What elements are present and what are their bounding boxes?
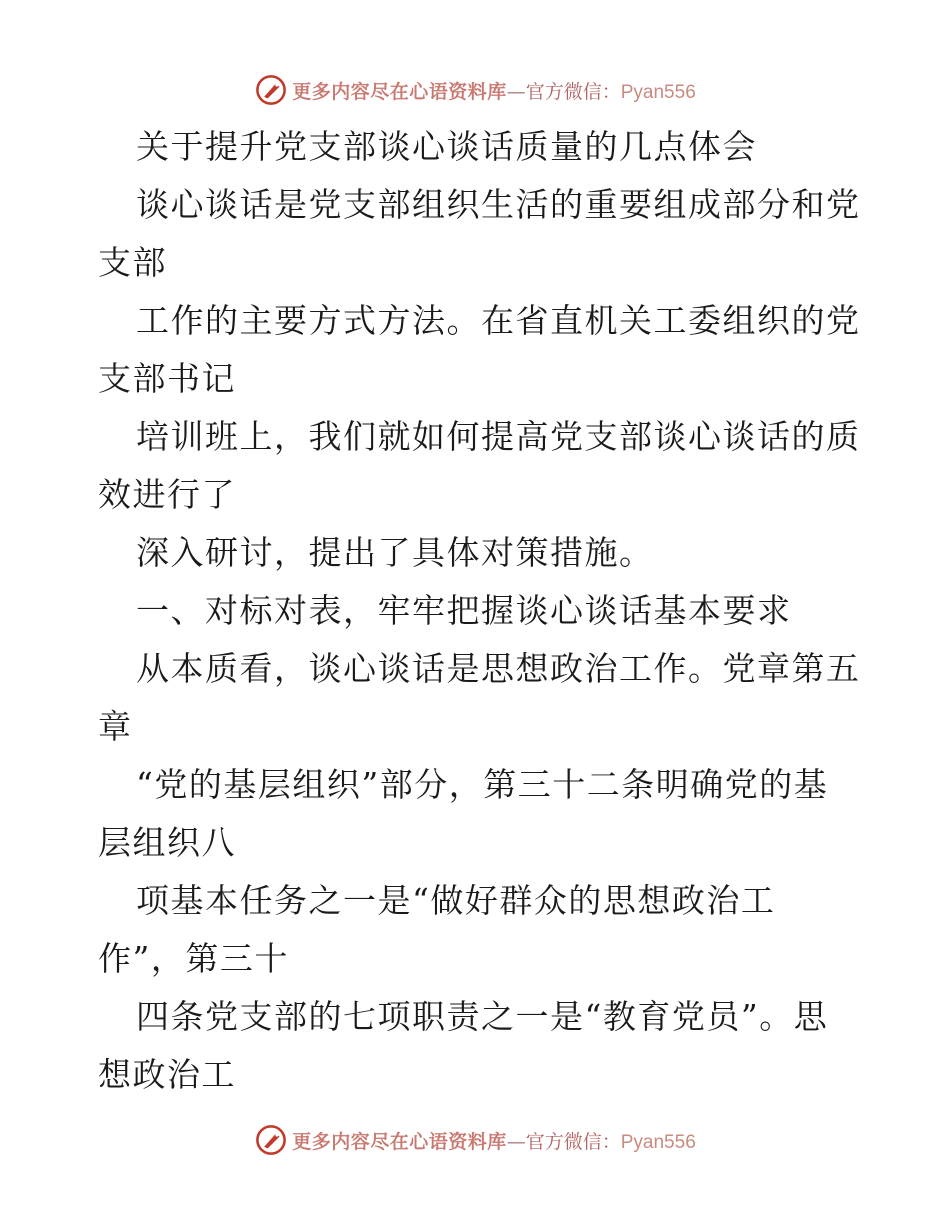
paragraph-line: 想政治工 xyxy=(98,1055,236,1094)
pen-nib-logo-icon xyxy=(254,73,288,107)
paragraph-line: 项基本任务之一是“做好群众的思想政治工 xyxy=(136,881,776,920)
paragraph-line: “党的基层组织”部分，第三十二条明确党的基 xyxy=(136,765,829,804)
document-title: 关于提升党支部谈心谈话质量的几点体会 xyxy=(136,127,757,166)
paragraph-line: 四条党支部的七项职责之一是“教育党员”。思 xyxy=(136,997,829,1036)
section-heading: 一、对标对表，牢牢把握谈心谈话基本要求 xyxy=(136,591,792,630)
paragraph-line: 作”，第三十 xyxy=(98,939,289,978)
paragraph-line: 从本质看，谈心谈话是思想政治工作。党章第五 xyxy=(136,649,861,688)
paragraph-line: 层组织八 xyxy=(98,823,236,862)
footer-watermark xyxy=(0,1120,950,1160)
footer-watermark-text xyxy=(292,1127,696,1154)
paragraph-line: 培训班上，我们就如何提高党支部谈心谈话的质 xyxy=(136,417,861,456)
paragraph-line: 章 xyxy=(98,707,133,746)
paragraph-line: 深入研讨，提出了具体对策措施。 xyxy=(136,533,654,572)
header-dash: — xyxy=(506,80,526,103)
footer-wechat-id: Pyan556 xyxy=(620,1131,696,1153)
footer-dash: — xyxy=(506,1130,526,1153)
header-wechat-id: Pyan556 xyxy=(620,81,696,103)
header-brand: 更多内容尽在心语资料库 xyxy=(292,80,507,103)
footer-brand: 更多内容尽在心语资料库 xyxy=(292,1130,507,1153)
paragraph-line: 效进行了 xyxy=(98,475,236,514)
paragraph-line: 支部书记 xyxy=(98,359,236,398)
header-official-label: 官方微信： xyxy=(525,80,621,103)
pen-nib-logo-icon xyxy=(254,1123,288,1157)
header-watermark-text xyxy=(292,77,696,104)
paragraph-line: 支部 xyxy=(98,243,167,282)
footer-official-label: 官方微信： xyxy=(525,1130,621,1153)
paragraph-line: 谈心谈话是党支部组织生活的重要组成部分和党 xyxy=(136,185,861,224)
document-body xyxy=(98,118,861,1104)
header-watermark xyxy=(0,70,950,110)
paragraph-line: 工作的主要方式方法。在省直机关工委组织的党 xyxy=(136,301,861,340)
